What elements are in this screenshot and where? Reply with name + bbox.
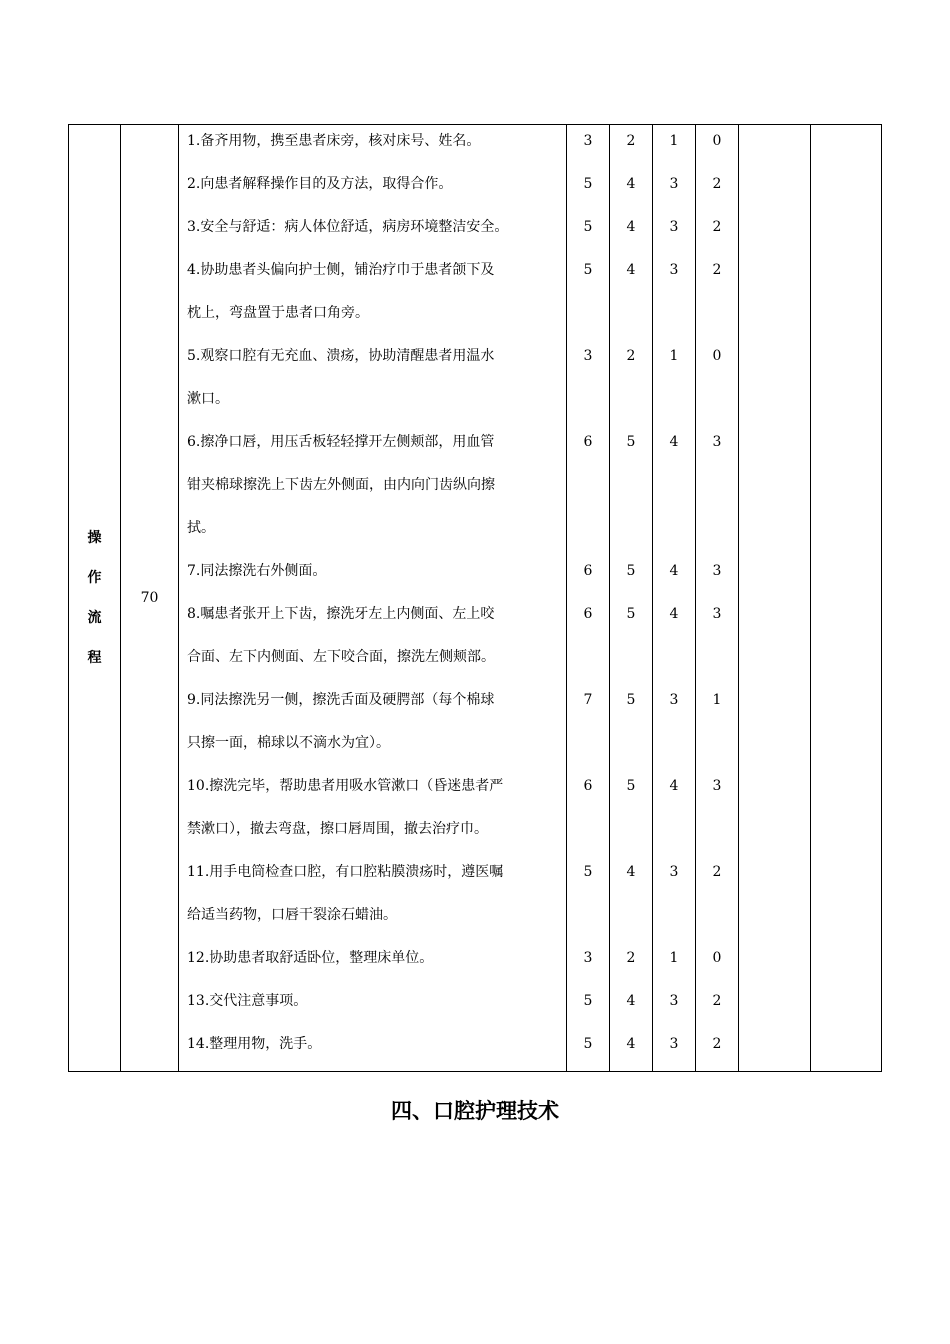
step-line: 给适当药物，口唇干裂涂石蜡油。: [187, 907, 397, 923]
score-value: 5: [583, 864, 593, 880]
score-value: 5: [626, 778, 636, 794]
score-value: 4: [669, 563, 679, 579]
score-value: 3: [712, 778, 722, 794]
step-line: 10.擦洗完毕，帮助患者用吸水管漱口（昏迷患者严: [187, 778, 504, 794]
score-value: 5: [583, 262, 593, 278]
step-line: 9.同法擦洗另一侧，擦洗舌面及硬腭部（每个棉球: [187, 692, 495, 708]
score-value: 4: [626, 864, 636, 880]
score-spacer: [653, 512, 695, 555]
score-value: 3: [583, 348, 593, 364]
score-value: 3: [669, 864, 679, 880]
category-cell: [69, 125, 121, 1072]
score-spacer: [567, 383, 609, 426]
score-value: 4: [626, 176, 636, 192]
score-value: 5: [583, 1036, 593, 1052]
score-value: 2: [626, 133, 636, 149]
step-line: 合面、左下内侧面、左下咬合面，擦洗左侧颊部。: [187, 649, 495, 665]
score-value: 3: [583, 950, 593, 966]
score-value: 2: [712, 176, 722, 192]
score-value: 4: [626, 993, 636, 1009]
score-column-c: [653, 125, 696, 1072]
score-spacer: [653, 641, 695, 684]
score-value: 5: [626, 606, 636, 622]
score-value: 2: [712, 864, 722, 880]
score-value: 4: [669, 606, 679, 622]
score-spacer: [567, 469, 609, 512]
score-value: 3: [583, 133, 593, 149]
score-value: 2: [712, 993, 722, 1009]
score-spacer: [653, 813, 695, 856]
score-value: 6: [583, 778, 593, 794]
category-char: 程: [87, 650, 102, 666]
score-spacer: [610, 297, 652, 340]
score-value: 3: [669, 262, 679, 278]
score-value: 3: [712, 434, 722, 450]
score-spacer: [610, 469, 652, 512]
score-value: 3: [669, 176, 679, 192]
score-value: 6: [583, 434, 593, 450]
score-value: 0: [712, 348, 722, 364]
score-spacer: [696, 641, 738, 684]
score-value: 3: [712, 606, 722, 622]
score-spacer: [567, 641, 609, 684]
score-value: 2: [712, 1036, 722, 1052]
score-spacer: [653, 469, 695, 512]
score-value: 6: [583, 606, 593, 622]
score-spacer: [696, 512, 738, 555]
score-value: 5: [626, 692, 636, 708]
score-value: 5: [583, 176, 593, 192]
category-char: 作: [87, 570, 102, 586]
category-char: 操: [87, 530, 102, 546]
step-line: 3.安全与舒适：病人体位舒适，病房环境整洁安全。: [187, 219, 509, 235]
score-spacer: [567, 899, 609, 942]
score-spacer: [610, 813, 652, 856]
score-spacer: [610, 899, 652, 942]
score-value: 4: [669, 434, 679, 450]
step-line: 1.备齐用物，携至患者床旁，核对床号、姓名。: [187, 133, 481, 149]
step-line: 钳夹棉球擦洗上下齿左外侧面，由内向门齿纵向擦: [187, 477, 495, 493]
step-line: 14.整理用物，洗手。: [187, 1036, 322, 1052]
score-spacer: [610, 727, 652, 770]
step-line: 11.用手电筒检查口腔，有口腔粘膜溃疡时，遵医嘱: [187, 864, 504, 880]
step-line: 5.观察口腔有无充血、溃疡，协助清醒患者用温水: [187, 348, 495, 364]
deduction-column: [739, 125, 811, 1072]
step-line: 枕上，弯盘置于患者口角旁。: [187, 305, 369, 321]
score-value: 6: [583, 563, 593, 579]
score-value: 2: [626, 950, 636, 966]
step-description-column: [179, 125, 567, 1072]
score-value: 4: [626, 1036, 636, 1052]
score-spacer: [610, 641, 652, 684]
score-value: 4: [626, 219, 636, 235]
score-value: 5: [626, 434, 636, 450]
score-spacer: [567, 813, 609, 856]
score-value: 1: [669, 348, 679, 364]
score-value: 2: [712, 219, 722, 235]
section-title: 四、口腔护理技术: [391, 1099, 559, 1123]
score-spacer: [610, 383, 652, 426]
score-value: 3: [669, 692, 679, 708]
step-line: 拭。: [187, 520, 215, 536]
score-value: 5: [626, 563, 636, 579]
step-line: 7.同法擦洗右外侧面。: [187, 563, 327, 579]
score-spacer: [567, 512, 609, 555]
step-line: 禁漱口），撤去弯盘，擦口唇周围，撤去治疗巾。: [187, 821, 488, 837]
step-line: 8.嘱患者张开上下齿，擦洗牙左上内侧面、左上咬: [187, 606, 495, 622]
scoring-table: [68, 124, 882, 1072]
score-value: 1: [669, 133, 679, 149]
step-line: 2.向患者解释操作目的及方法，取得合作。: [187, 176, 453, 192]
score-value: 4: [626, 262, 636, 278]
score-value: 0: [712, 950, 722, 966]
score-spacer: [696, 383, 738, 426]
score-value: 3: [669, 993, 679, 1009]
score-spacer: [567, 727, 609, 770]
step-line: 只擦一面，棉球以不滴水为宜）。: [187, 735, 390, 751]
score-column-a: [567, 125, 610, 1072]
category-char: 流: [87, 610, 102, 626]
score-value: 7: [583, 692, 593, 708]
score-column-d: [696, 125, 739, 1072]
step-line: 漱口。: [187, 391, 229, 407]
score-spacer: [610, 512, 652, 555]
score-spacer: [696, 813, 738, 856]
step-line: 13.交代注意事项。: [187, 993, 308, 1009]
step-line: 4.协助患者头偏向护士侧，铺治疗巾于患者颌下及: [187, 262, 495, 278]
score-spacer: [567, 297, 609, 340]
score-column-b: [610, 125, 653, 1072]
score-spacer: [696, 297, 738, 340]
step-line: 12.协助患者取舒适卧位，整理床单位。: [187, 950, 434, 966]
points-cell: 70: [121, 125, 179, 1072]
score-spacer: [653, 727, 695, 770]
score-spacer: [696, 469, 738, 512]
score-spacer: [653, 297, 695, 340]
score-value: 2: [712, 262, 722, 278]
score-value: 3: [669, 1036, 679, 1052]
score-value: 2: [626, 348, 636, 364]
score-value: 4: [669, 778, 679, 794]
score-spacer: [653, 383, 695, 426]
score-value: 1: [669, 950, 679, 966]
score-spacer: [653, 899, 695, 942]
score-value: 1: [712, 692, 722, 708]
step-line: 6.擦净口唇，用压舌板轻轻撑开左侧颊部，用血管: [187, 434, 495, 450]
score-value: 3: [712, 563, 722, 579]
score-value: 3: [669, 219, 679, 235]
score-spacer: [696, 727, 738, 770]
remark-column: [811, 125, 882, 1072]
score-value: 0: [712, 133, 722, 149]
score-spacer: [696, 899, 738, 942]
score-value: 5: [583, 993, 593, 1009]
score-value: 5: [583, 219, 593, 235]
